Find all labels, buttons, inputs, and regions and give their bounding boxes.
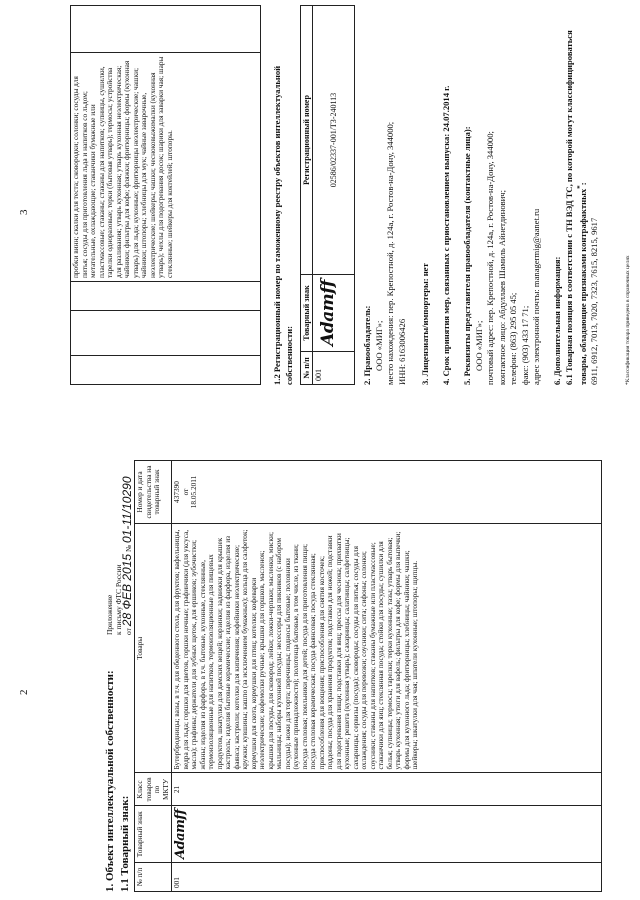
rep-contact: контактное лицо: Абдуллаев Шамиль Айнетдинович;	[496, 189, 507, 385]
section2	[362, 5, 408, 385]
appendix-number: 01-11/10290	[120, 476, 134, 544]
section3	[420, 5, 432, 385]
section5	[462, 5, 543, 385]
th-class: Класс товаров по МКТУ	[135, 773, 172, 806]
rep-phone: телефон: (863) 295 05 45;	[508, 292, 518, 385]
appendix-number-prefix: №	[124, 544, 133, 553]
cell-goods: Бутербродницы; вазы, в т.ч. для обеденного стола, для фруктов; вафельницы, ведра для льда; горшки для цветов, горшки ночные; графинчики (для уксуса, масла); графины; держатели для зубных щеток, для ершиков; зубочистки; жбаны; изделия из фарфора, в т.ч. бытовые, кухонные, стеклянные, термоизоляционные для напитков, термоизоляционные для пищевых продуктов, шкатулки для дамских вещей; корзинки; задвижки для крышек кастрюль; изделия бытовые керамические; изделия из фарфора, изделия из фаянса; кастрюли; котелки для кипячения; кофейники неэлектрические; кружки; кувшины; кашпо (за исключением бумажных); кольца для салфеток; кормушки для скота, кормушки для птиц; котелки; кофеварки неэлектрические; кофемолки ручные; крышки для горшков, масленок; крышки для посуды, для сковород; лейки; ложки-черпаки; масленки, миски; мыльницы; наборы кухонной посуды; несессеры для пикников (с набором посуды); ножи для торта; перечницы; подносы бытовые; половники (кухонные принадлежности); полотенца бытовые, в том числе, из ткани; посуда столовая; поильники для детей; посуда для приготовления пищи; посуда столовая керамическая; посуда фаянсовая; посуда стеклянная; приспособления для вощения; приспособления для снятия косточек; поддоны; посуда для хранения продуктов; подставки для ножей; подставки для подогревания пищи; подставки для яиц; прессы для чеснока; прихватки кухонные; решета (кухонная утварь); сахарницы; салатницы; салфетницы; сахарницы; сервизы (посуда); сковороды; сосуды для питья; сосуды для охлаждения; сосуды для перевозки; соусники; сита; сифоны; солонки; соусники; стаканы для напитков; стаканы бумажные или пластмассовые; стаканчики для яиц; стеклянная посуда; стойки для посуды; сушилки для белья; супницы; термосы; тарелки; терки кухонные; тазы; утварь бытовая; утварь кухонная; утюги для вафель; фильтры для кофе; формы для выпечки; формы для кухонного льда; фритюрницы; хлебницы; чайники; чашки; шейкеры; шкатулки для чая; шпатели кухонные; штопоры; щипцы.	[172, 524, 602, 773]
adamff-logo: Adamff	[173, 809, 188, 859]
cert-number: 437390	[172, 481, 181, 503]
section6-title: 6. Дополнительная информация:	[552, 256, 562, 385]
cell-mark	[172, 806, 602, 863]
cert-date: 18.05.2011	[189, 475, 198, 509]
th-mark: Товарный знак	[135, 806, 172, 863]
footnote-star: *	[576, 185, 584, 189]
reg-cell-number: 02586/02337-001/ТЗ-240113	[313, 6, 355, 275]
reg-cell-mark	[313, 275, 355, 352]
reg-th-mark: Товарный знак	[301, 275, 313, 352]
appendix-line1: Приложение	[105, 594, 114, 635]
appendix-line2: к письму ФТС России	[114, 564, 123, 635]
cert-from: от	[180, 488, 190, 496]
section2-title: 2. Правообладатель:	[362, 305, 372, 385]
holder-name: ООО «МИГ»;	[373, 320, 384, 371]
th-goods: Товары	[135, 524, 172, 773]
section6-1-text: 6.1 Товарная позиция в соответствии с ТН ВЭД ТС, по которой могут классифицироваться товары, обладающие признаками контрафактных	[563, 30, 588, 385]
cell-num: 001	[172, 863, 602, 892]
appendix-date: 28 ФЕВ 2015	[120, 553, 134, 627]
appendix-date-prefix: от	[124, 628, 133, 635]
rep-fax: факс: (903) 433 17 71;	[519, 305, 530, 385]
section4-title: 4. Срок принятия мер, связанных с приостановлением выпуска: 24.07.2014 г.	[441, 85, 451, 385]
th-num: № п/п	[135, 863, 172, 892]
hs-codes: 6911, 6912, 7013, 7020, 7323, 7615, 8215, 9617	[589, 217, 600, 385]
rep-address: почтовый адрес: пер. Крепостной, д. 124а, г. Ростов-на-Дону, 344000;	[485, 131, 495, 385]
section4	[441, 5, 453, 385]
page-number-right: 3	[18, 209, 30, 215]
holder-inn: ИНН: 6163006426	[396, 318, 407, 385]
section1-subtitle: 1.1 Товарный знак:	[119, 795, 131, 892]
cell-cert	[172, 461, 602, 524]
reg-th-number: Регистрационный номер	[301, 6, 313, 275]
trademark-table	[134, 460, 602, 892]
section5-title: 5. Реквизиты представителя правообладателя (контактные лица):	[462, 126, 472, 385]
appendix-stamp	[105, 477, 133, 636]
continuation-table	[70, 5, 261, 385]
reg-th-num: № п/п	[301, 352, 313, 385]
page-number-left: 2	[18, 689, 30, 695]
rep-name: ООО «МИГ»;	[473, 320, 484, 371]
registry-table	[300, 5, 355, 385]
section3-title: 3. Лицензиаты/импортеры: нет	[420, 263, 430, 385]
reg-cell-num: 001	[313, 352, 355, 385]
continuation-goods: пробки винн; скалки для теста; сковородки; солонки; сосуды для питья; сосуды для приготовления льда и напитков со льдом; метательные, охлаждающие; стаканчики бумажные или пластмассовые; стаканы; стаканы для напитков; супницы, сушилки, тарелки одноразовые; терки (бытовая утварь); термосы; устройства для разливания; утварь кухонная; утварь кухонная неэлектрическая; чайники; фильтры для кофе; фляжки; фритюрницы; формы (кухонная утварь) для льда; кухонные; фритюрницы неэлектрические; чашки; чайники; штопоры; хлебницы для мук; чайные заварочные, неэлектрические; шейкеры; чашки; чесноковыжималки (кухонная утварь); чехлы для подогревания досок; шарики для заварки чая; шары стеклянные; шейкеры для коктейлей; штопоры.	[71, 53, 261, 282]
section12-title: 1.2 Регистрационный номер по таможенному реестру объектов интеллектуальной собственности:	[272, 65, 294, 385]
footnote: *Классификация товара приведена в справочных целях	[625, 255, 631, 385]
holder-address: место нахождения: пер. Крепостной, д. 124а, г. Ростов-на-Дону, 344000;	[385, 121, 395, 385]
adamff-logo-2: Adamff	[318, 280, 338, 346]
section6: 6. Дополнительная информация: 6.1 Товарная позиция в соответствии с ТН ВЭД ТС, по которой могут классифицироваться товары, обладающие признаками контрафактных*: 6911, 6912, 7013, 7020, 7323, 7615, 8215, 9617	[552, 5, 601, 385]
section1-title: 1. Объект интеллектуальной собственности:	[104, 670, 116, 892]
cell-class: 21	[172, 773, 602, 806]
rep-email: адрес электронной почты: managermig@aanet.ru	[531, 208, 541, 385]
th-cert: Номер и дата свидетельства на товарный знак	[135, 461, 172, 524]
